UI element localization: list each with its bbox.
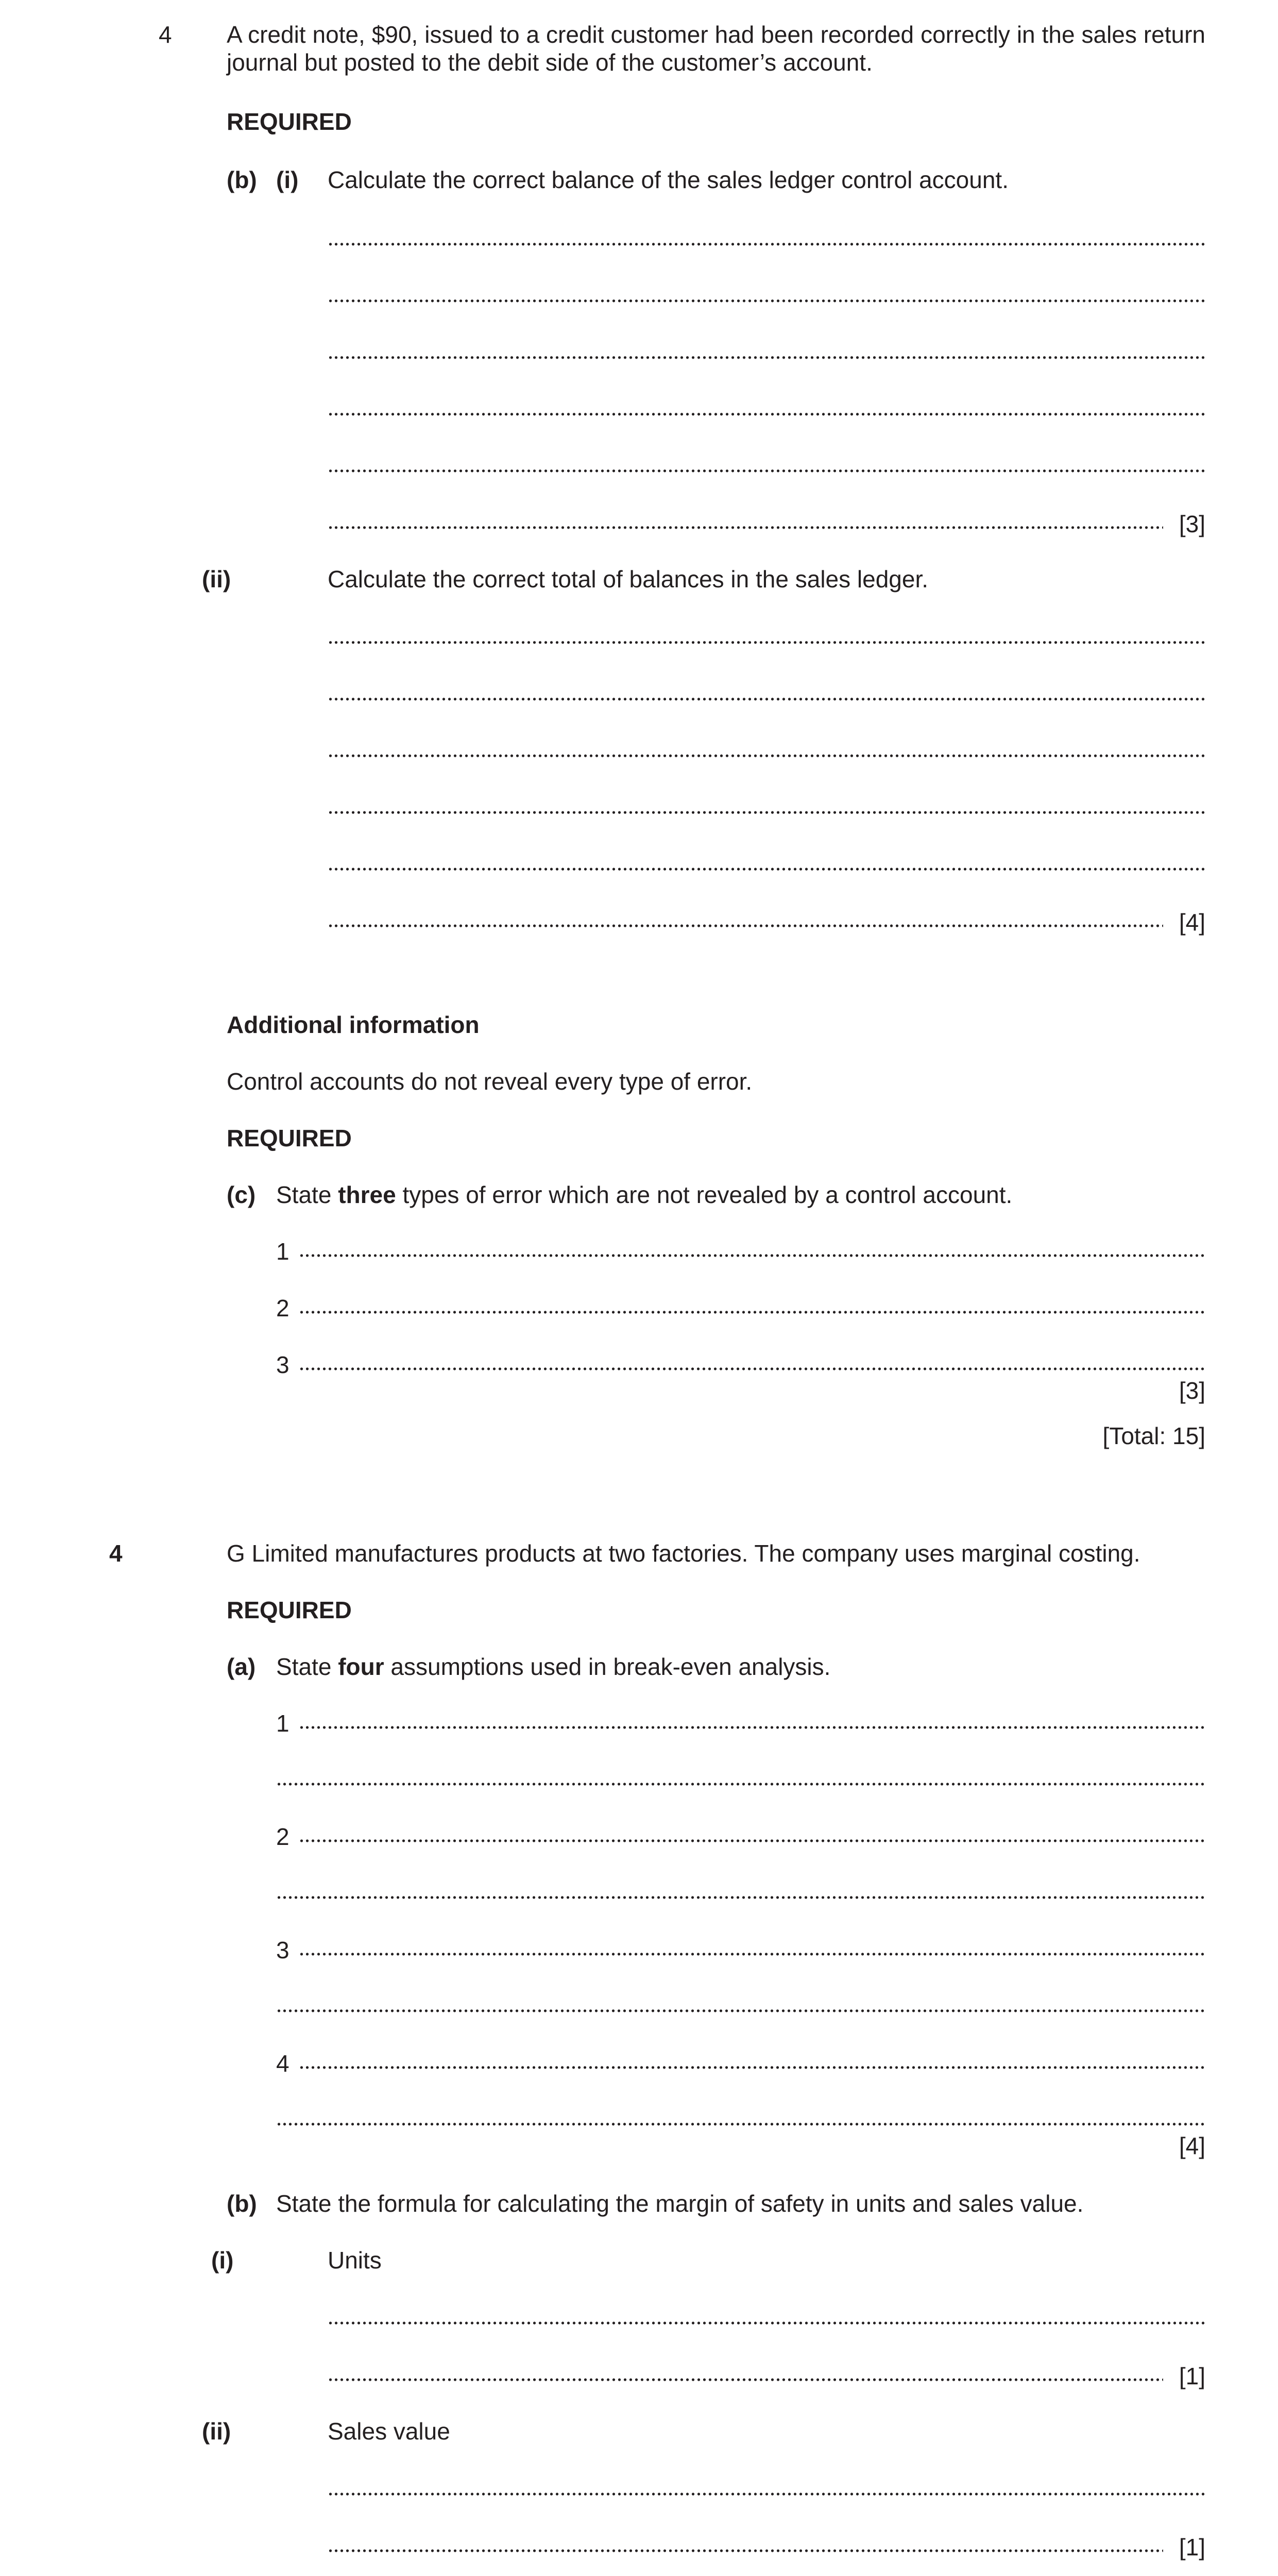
answer-number: 3: [276, 1937, 289, 1963]
answer-line[interactable]: [328, 299, 1205, 303]
answer-number: 2: [276, 1295, 289, 1321]
answer-line[interactable]: [299, 1253, 1205, 1258]
answer-line[interactable]: [328, 640, 1205, 645]
answer-number: 3: [276, 1351, 289, 1378]
answer-line[interactable]: [328, 526, 1163, 530]
part-b-i-label: (i): [276, 166, 299, 193]
question-total: [Total: 15]: [1102, 1422, 1205, 1449]
answer-line[interactable]: [276, 2009, 1205, 2013]
question-intro: G Limited manufactures products at two factories. The company uses marginal costing.: [227, 1540, 1140, 1567]
mark-allocation: [3]: [1179, 511, 1205, 537]
answer-line[interactable]: [299, 1310, 1205, 1314]
answer-line[interactable]: [328, 242, 1205, 246]
answer-line[interactable]: [299, 2065, 1205, 2070]
answer-line[interactable]: [276, 1895, 1205, 1900]
item-number: 4: [159, 21, 172, 48]
q4-part-b-text: State the formula for calculating the margin of safety in units and sales value.: [276, 2190, 1084, 2217]
mark-allocation: [1]: [1179, 2534, 1205, 2561]
answer-line[interactable]: [328, 2549, 1163, 2553]
part-b-ii-label: (ii): [202, 566, 231, 592]
part-c-label: (c): [227, 1181, 256, 1208]
mark-allocation: [1]: [1179, 2363, 1205, 2389]
answer-number: 2: [276, 1823, 289, 1850]
mark-allocation: [4]: [1179, 909, 1205, 936]
answer-line[interactable]: [299, 1725, 1205, 1730]
q4-part-a-label: (a): [227, 1653, 256, 1680]
q4-part-a-text: State four assumptions used in break-even analysis.: [276, 1653, 831, 1680]
question-number: 4: [109, 1540, 123, 1567]
answer-line[interactable]: [299, 1952, 1205, 1956]
additional-info-heading: Additional information: [227, 1011, 480, 1038]
required-heading: REQUIRED: [227, 108, 352, 135]
part-b-i-text: Calculate the correct balance of the sales ledger control account.: [328, 166, 1009, 193]
additional-info-text: Control accounts do not reveal every type of error.: [227, 1068, 753, 1095]
answer-line[interactable]: [328, 810, 1205, 815]
part-b-label: (b): [227, 166, 257, 193]
answer-number: 4: [276, 2050, 289, 2077]
answer-line[interactable]: [299, 1839, 1205, 1843]
answer-line[interactable]: [328, 2321, 1205, 2325]
q4-part-b-label: (b): [227, 2190, 257, 2217]
answer-number: 1: [276, 1238, 289, 1265]
answer-line[interactable]: [328, 867, 1205, 871]
answer-number: 1: [276, 1710, 289, 1737]
part-b-ii-text: Calculate the correct total of balances in the sales ledger.: [328, 566, 929, 592]
answer-line[interactable]: [276, 2122, 1205, 2126]
item-text: A credit note, $90, issued to a credit customer had been recorded correctly in the sales return journal but posted to the debit side of the customer’s account.: [227, 21, 1205, 76]
answer-line[interactable]: [328, 412, 1205, 416]
required-heading: REQUIRED: [227, 1597, 352, 1623]
part-c-text: State three types of error which are not revealed by a control account.: [276, 1181, 1013, 1208]
q4-part-b-ii-label: (ii): [202, 2418, 231, 2445]
answer-line[interactable]: [328, 469, 1205, 473]
answer-line[interactable]: [328, 924, 1163, 928]
answer-line[interactable]: [328, 2378, 1163, 2382]
answer-line[interactable]: [328, 355, 1205, 360]
mark-allocation: [4]: [1179, 2132, 1205, 2159]
q4-part-b-i-text: Units: [328, 2247, 382, 2274]
mark-allocation: [3]: [1179, 1377, 1205, 1404]
q4-part-b-ii-text: Sales value: [328, 2418, 450, 2445]
q4-part-b-i-label: (i): [211, 2247, 234, 2274]
required-heading: REQUIRED: [227, 1125, 352, 1151]
answer-line[interactable]: [328, 754, 1205, 758]
answer-line[interactable]: [276, 1782, 1205, 1786]
answer-line[interactable]: [299, 1367, 1205, 1371]
answer-line[interactable]: [328, 2492, 1205, 2496]
answer-line[interactable]: [328, 697, 1205, 701]
